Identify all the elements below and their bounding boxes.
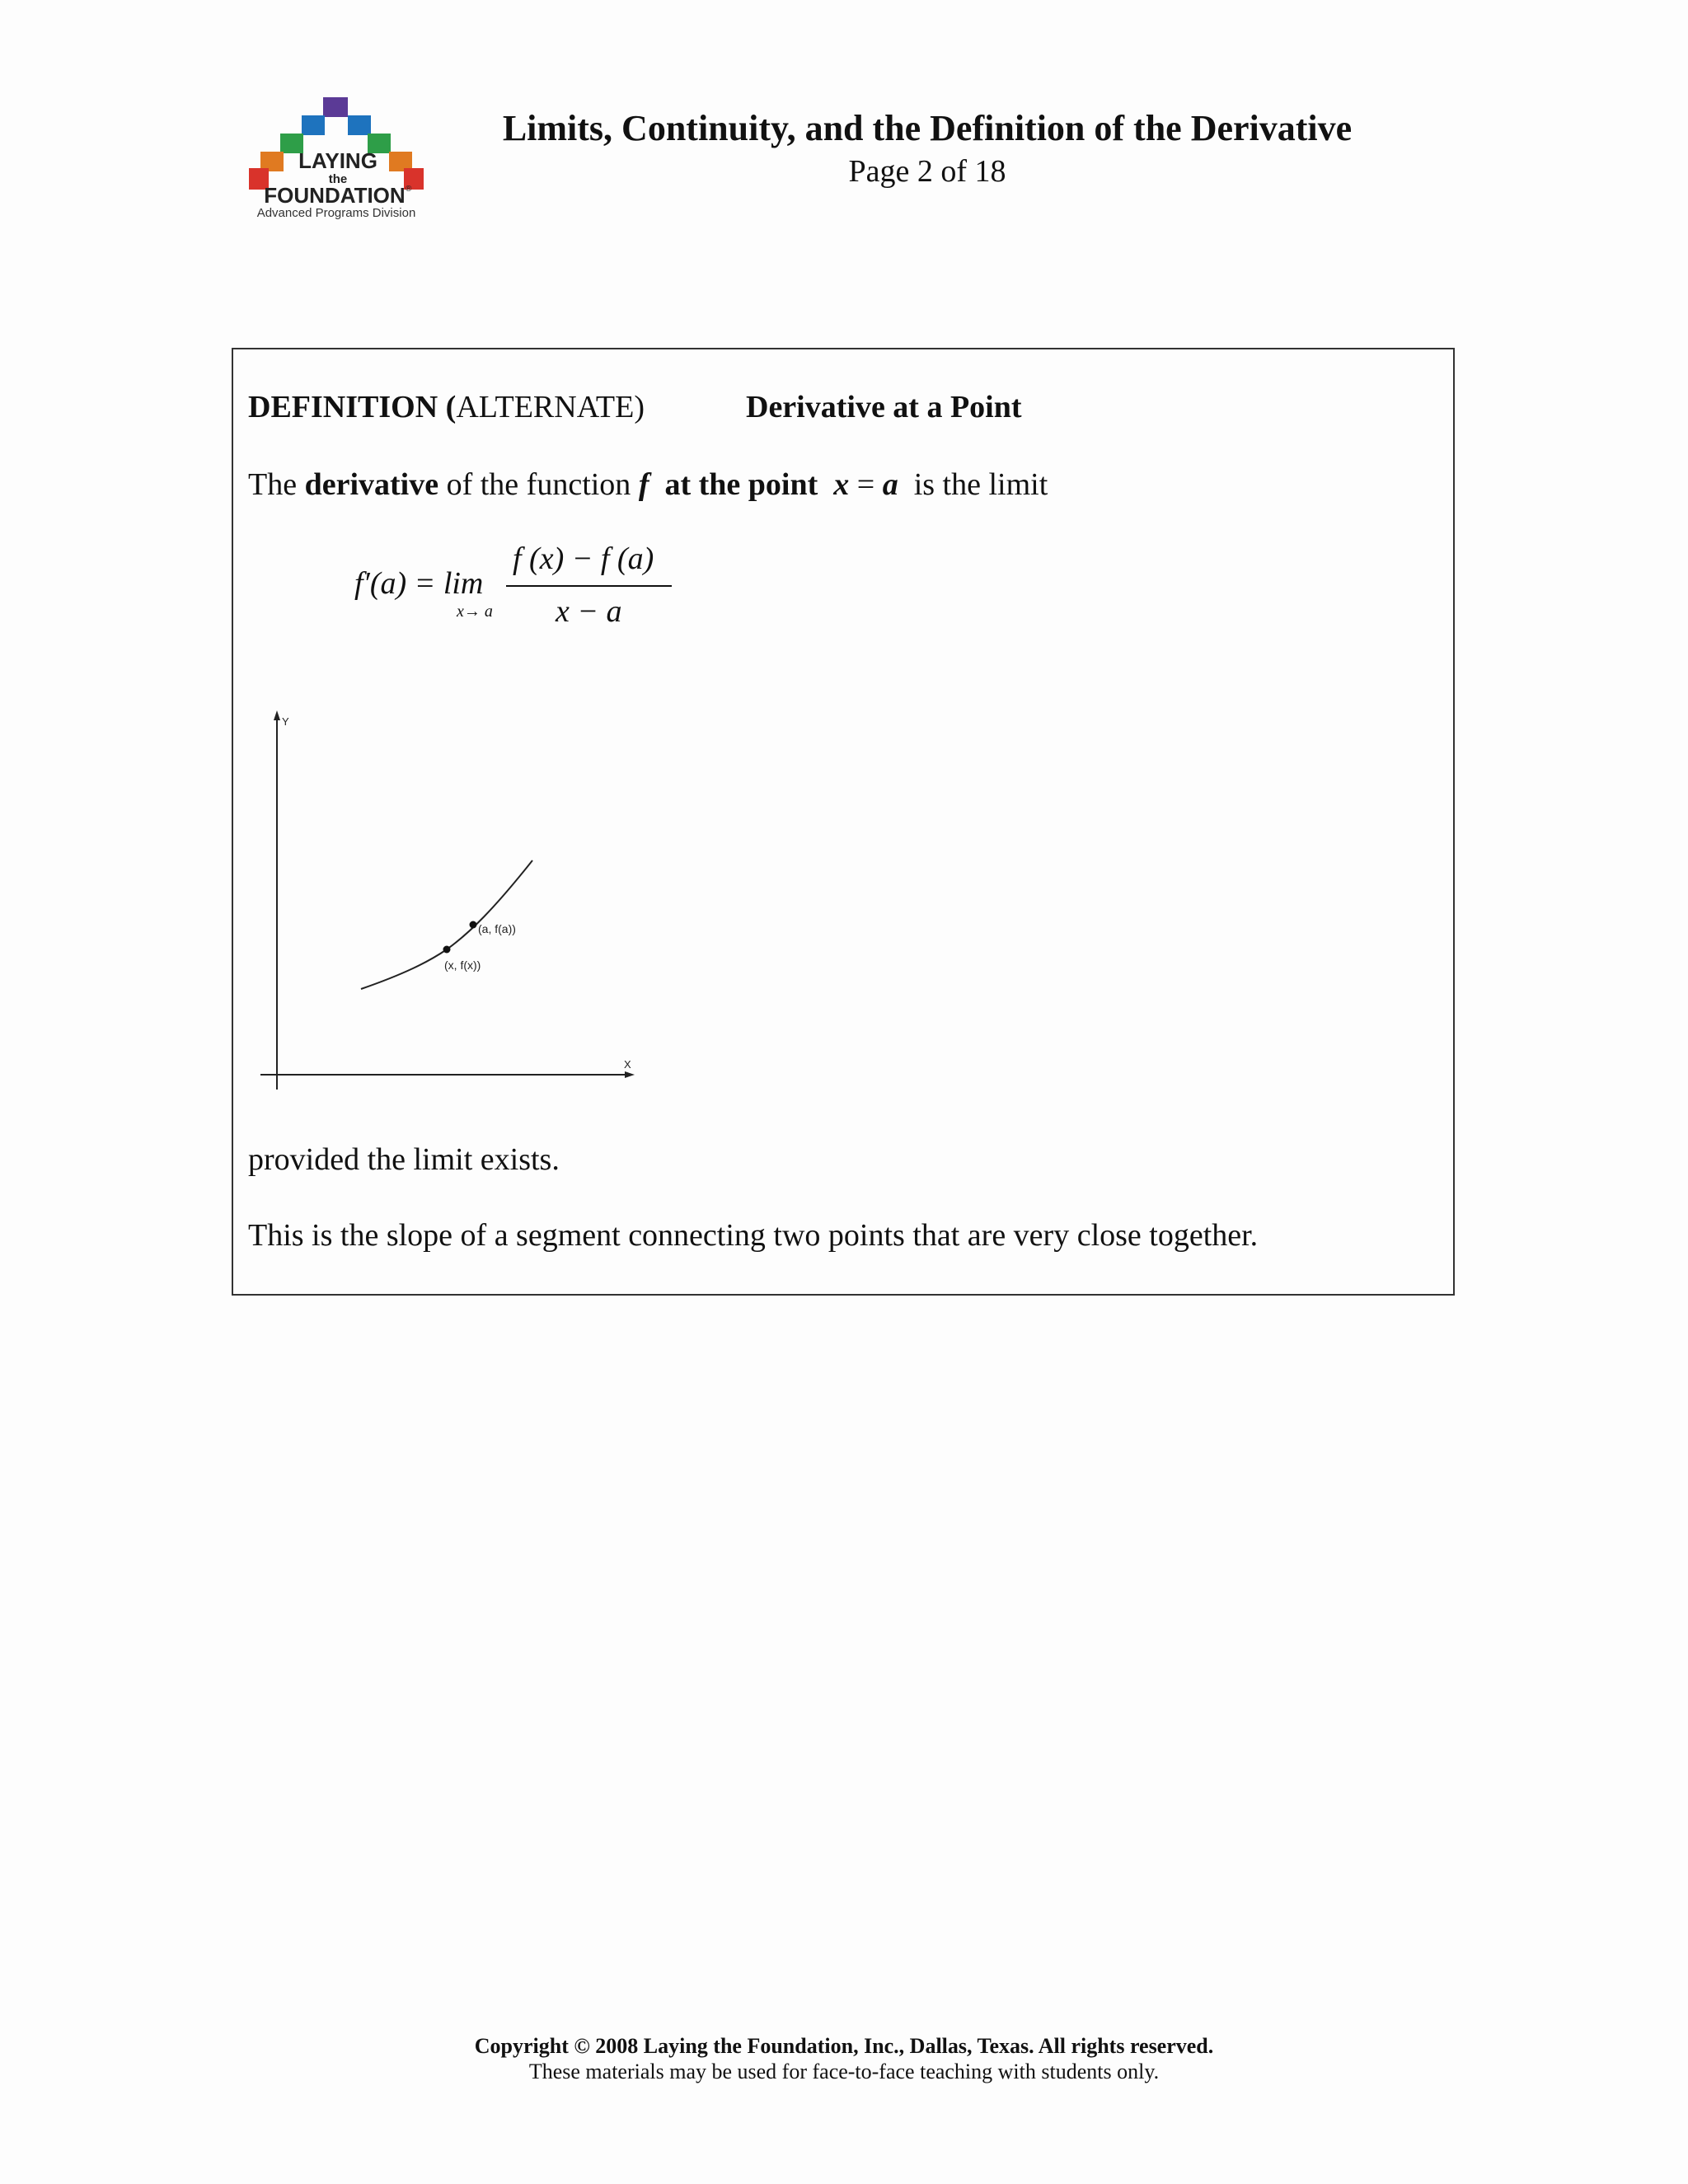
svg-text:®: ® — [406, 185, 412, 194]
point-x — [443, 946, 451, 954]
sentence-eq: = — [849, 467, 883, 502]
usage-notice: These materials may be used for face-to-face teaching with students only. — [528, 2060, 1160, 2083]
logo-subtitle: Advanced Programs Division — [256, 206, 416, 220]
formula-numerator: f (x) − f (a) — [513, 541, 654, 576]
slope-text: This is the slope of a segment connecting two points that are very close together. — [248, 1218, 1259, 1253]
sentence-text: of the function — [438, 467, 639, 502]
svg-text:the: the — [328, 172, 348, 186]
sentence-x: x — [833, 467, 850, 502]
x-axis-label: X — [624, 1058, 631, 1071]
sentence-text: The — [248, 467, 305, 502]
point-x-label: (x, f(x)) — [444, 958, 481, 972]
derivative-formula — [354, 541, 701, 629]
sentence-f: f — [638, 467, 649, 502]
copyright-notice: Copyright © 2008 Laying the Foundation, Inc., Dallas, Texas. All rights reserved. — [474, 2034, 1214, 2058]
definition-heading — [248, 389, 1022, 425]
x-axis-arrow-icon — [625, 1071, 635, 1078]
sentence-text: is the limit — [898, 467, 1048, 502]
formula-subscript: x→ a — [457, 602, 493, 621]
definition-alternate: ALTERNATE) — [456, 390, 645, 424]
secant-graph — [256, 710, 643, 1098]
provided-text: provided the limit exists. — [248, 1142, 560, 1177]
sentence-at-point: at the point — [649, 467, 834, 502]
formula-lhs: f′(a) = lim — [354, 566, 484, 601]
laying-the-foundation-logo — [244, 97, 429, 239]
sentence-a: a — [882, 467, 898, 502]
page-number: Page 2 of 18 — [848, 154, 1006, 189]
formula-denominator: x − a — [556, 594, 622, 629]
y-axis-label: Y — [282, 715, 289, 728]
point-a-label: (a, f(a)) — [478, 922, 516, 935]
definition-label: DEFINITION — [248, 390, 438, 424]
y-axis-arrow-icon — [274, 710, 280, 720]
sentence-derivative: derivative — [304, 467, 439, 502]
definition-subtitle: Derivative at a Point — [746, 390, 1022, 424]
document-title: Limits, Continuity, and the Definition of the Derivative — [502, 108, 1353, 148]
svg-text:LAYING: LAYING — [298, 148, 377, 173]
definition-paren: ( — [445, 390, 457, 424]
svg-text:FOUNDATION: FOUNDATION — [264, 183, 406, 204]
definition-sentence — [248, 466, 1048, 503]
point-a — [470, 921, 477, 929]
logo-icon — [244, 97, 429, 204]
